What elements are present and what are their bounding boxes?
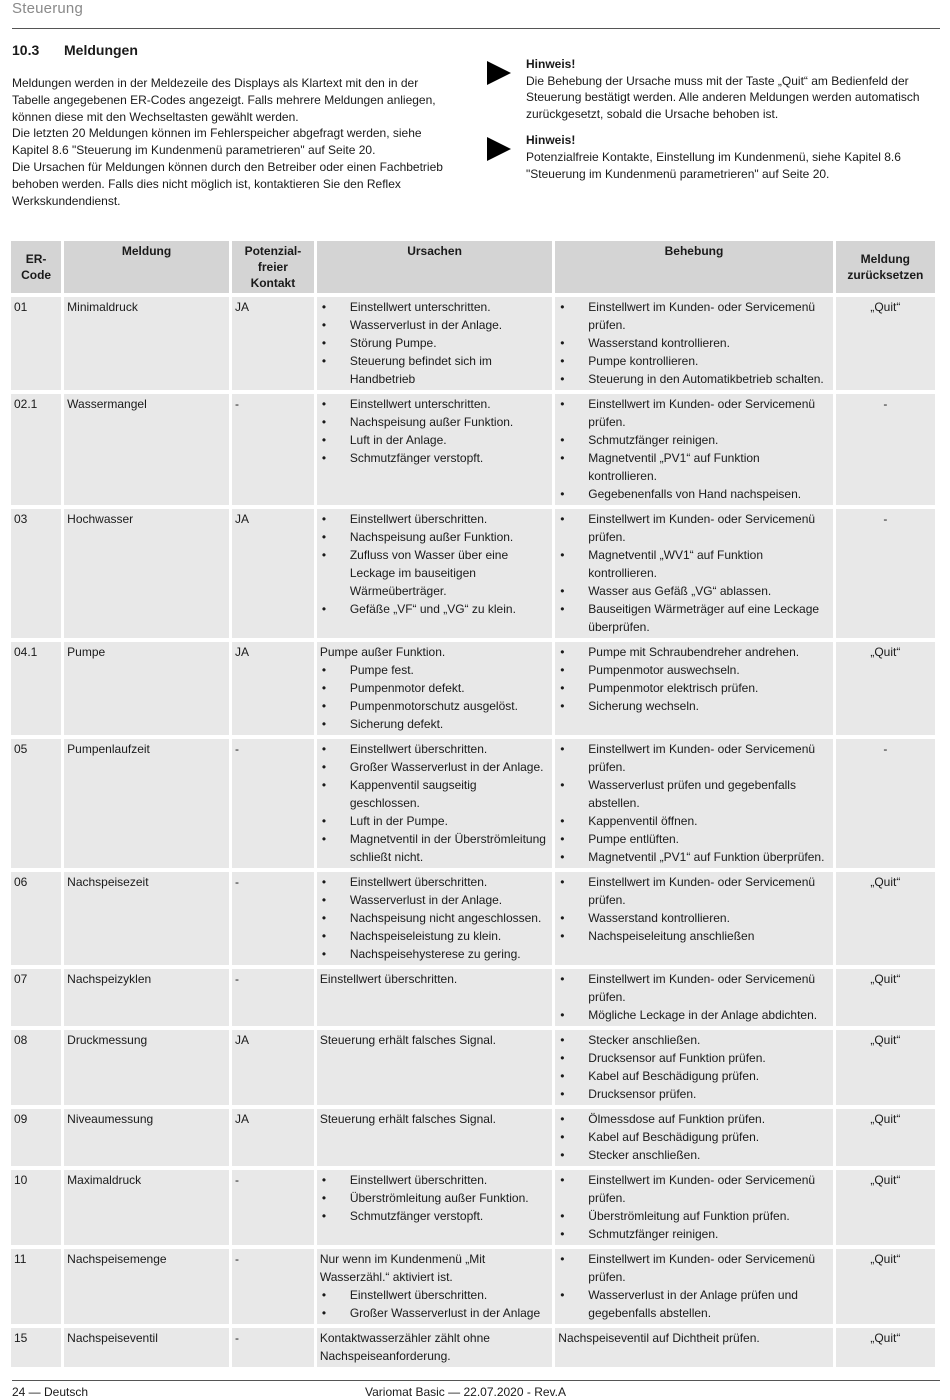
cell-reset [836,739,935,868]
cell-code [11,394,61,505]
message-name: Pumpe [67,645,106,659]
cause-item: • Sicherung defekt. [320,715,549,733]
error-code: 15 [14,1331,28,1345]
remedy-list [558,1171,829,1243]
cell-message [64,1030,229,1105]
cause-item: • Steuerung befindet sich im Handbetrieb [320,352,549,388]
cell-reset [836,872,935,965]
table-row [11,872,935,965]
remedy-item: • Schmutzfänger reinigen. [558,1225,829,1243]
reset-method: „Quit“ [870,1033,901,1047]
message-name: Druckmessung [67,1033,148,1047]
remedy-item: • Bauseitigen Wärmeträger auf eine Leckage überprüfen. [558,600,829,636]
remedy-item: • Wasserstand kontrollieren. [558,909,829,927]
potential-free-contact: - [234,397,239,411]
cause-item: • Schmutzfänger verstopft. [320,449,549,467]
remedy-item: • Pumpe mit Schraubendreher andrehen. [558,643,829,661]
column-header-remedy: Behebung [555,241,832,293]
cell-message [64,1328,229,1367]
remedy-item: • Einstellwert im Kunden- oder Servicemenü prüfen. [558,510,829,546]
cause-list [320,510,549,618]
reset-method: - [883,742,888,756]
cause-item: • Störung Pumpe. [320,334,549,352]
potential-free-contact: - [234,972,239,986]
message-name: Nachspeisezeit [67,875,149,889]
cell-message [64,872,229,965]
remedy-item: • Mögliche Leckage in der Anlage abdichten. [558,1006,829,1024]
potential-free-contact: - [234,742,239,756]
reset-method: „Quit“ [870,645,901,659]
reset-method: „Quit“ [870,972,901,986]
section-heading [12,42,138,59]
cell-causes [317,394,552,505]
table-row [11,1249,935,1324]
cause-item: • Großer Wasserverlust in der Anlage [320,1304,549,1322]
remedy-list [558,873,829,945]
cell-code [11,1249,61,1324]
running-header-title: Steuerung [12,0,84,17]
message-name: Minimaldruck [67,300,138,314]
table-row [11,509,935,638]
cell-code [11,872,61,965]
note-text: Potenzialfreie Kontakte, Einstellung im Kundenmenü, siehe Kapitel 8.6 "Steuerung im Kundenmenü parametrieren" auf Seite 20. [526,149,901,181]
table-row [11,1109,935,1166]
remedy-item: • Gegebenenfalls von Hand nachspeisen. [558,485,829,503]
cause-item: • Nachspeisung außer Funktion. [320,413,549,431]
note-contacts [486,132,931,182]
error-code: 01 [14,300,28,314]
cell-reset [836,1328,935,1367]
cause-item: • Luft in der Anlage. [320,431,549,449]
note-quit [486,56,931,122]
remedy-text: Nachspeiseventil auf Dichtheit prüfen. [558,1331,760,1345]
notes-column [486,56,931,192]
cell-reset [836,509,935,638]
cell-message [64,394,229,505]
remedy-item: • Sicherung wechseln. [558,697,829,715]
error-code: 10 [14,1173,28,1187]
reset-method: „Quit“ [870,875,901,889]
error-code: 09 [14,1112,28,1126]
cause-item: • Gefäße „VF“ und „VG“ zu klein. [320,600,549,618]
footer-divider [12,1380,940,1381]
cell-contact [232,1030,314,1105]
remedy-item: • Einstellwert im Kunden- oder Servicemenü prüfen. [558,298,829,334]
cause-item: • Nachspeiseleistung zu klein. [320,927,549,945]
potential-free-contact: JA [234,1033,249,1047]
cell-remedy [555,1109,832,1166]
cause-item: • Einstellwert überschritten. [320,1286,549,1304]
message-name: Wassermangel [67,397,147,411]
remedy-item: • Magnetventil „PV1“ auf Funktion kontrollieren. [558,449,829,485]
cell-causes [317,642,552,735]
cell-message [64,1249,229,1324]
cell-message [64,642,229,735]
remedy-item: • Stecker anschließen. [558,1146,829,1164]
remedy-item: • Pumpenmotor elektrisch prüfen. [558,679,829,697]
message-name: Pumpenlaufzeit [67,742,150,756]
cell-code [11,739,61,868]
potential-free-contact: JA [234,300,249,314]
table-row [11,1030,935,1105]
cause-text: Steuerung erhält falsches Signal. [319,1033,496,1047]
reset-method: „Quit“ [870,1112,901,1126]
potential-free-contact: - [234,875,239,889]
reset-method: - [883,512,888,526]
table-row [11,297,935,390]
cell-code [11,1030,61,1105]
cell-message [64,969,229,1026]
note-title: Hinweis! [526,133,576,148]
column-header-message: Meldung [64,241,229,293]
cause-item: • Zufluss von Wasser über eine Leckage im bauseitigen Wärmeüberträger. [320,546,549,600]
cause-item: • Wasserverlust in der Anlage. [320,316,549,334]
potential-free-contact: - [234,1331,239,1345]
remedy-item: • Drucksensor auf Funktion prüfen. [558,1049,829,1067]
table-row [11,969,935,1026]
table-body [11,297,935,1367]
cell-contact [232,297,314,390]
cell-reset [836,297,935,390]
remedy-item: • Kappenventil öffnen. [558,812,829,830]
cell-code [11,642,61,735]
column-header-contact: Potenzial- freier Kontakt [232,241,314,293]
potential-free-contact: - [234,1173,239,1187]
remedy-item: • Steuerung in den Automatikbetrieb schalten. [558,370,829,388]
reset-method: „Quit“ [870,300,901,314]
cell-remedy [555,297,832,390]
remedy-item: • Pumpe entlüften. [558,830,829,848]
cell-remedy [555,1328,832,1367]
reset-method: - [883,397,888,411]
error-code: 02.1 [14,397,38,411]
remedy-list [558,1031,829,1103]
cell-code [11,509,61,638]
cause-text: Nur wenn im Kundenmenü „Mit Wasserzähl.“ aktiviert ist. [319,1252,486,1284]
error-code: 11 [14,1252,27,1266]
cause-item: • Einstellwert überschritten. [320,1171,549,1189]
cause-item: • Einstellwert unterschritten. [320,395,549,413]
cell-contact [232,1249,314,1324]
potential-free-contact: JA [234,645,249,659]
column-header-causes: Ursachen [317,241,552,293]
remedy-list [558,970,829,1024]
table-row [11,394,935,505]
remedy-item: • Kabel auf Beschädigung prüfen. [558,1067,829,1085]
cause-item: • Pumpenmotor defekt. [320,679,549,697]
remedy-item: • Magnetventil „PV1“ auf Funktion überprüfen. [558,848,829,866]
table-row [11,739,935,868]
potential-free-contact: JA [234,512,249,526]
remedy-item: • Wasserverlust prüfen und gegebenfalls abstellen. [558,776,829,812]
cause-item: • Großer Wasserverlust in der Anlage. [320,758,549,776]
cell-reset [836,1030,935,1105]
note-text: Die Behebung der Ursache muss mit der Taste „Quit“ am Bedienfeld der Steuerung bestätigt werden. Alle anderen Meldungen werden automatisch zurückgesetzt, sobald die Ursache behoben ist. [526,73,920,121]
table-row [11,1170,935,1245]
remedy-item: • Wasser aus Gefäß „VG“ ablassen. [558,582,829,600]
cause-text: Steuerung erhält falsches Signal. [319,1112,496,1126]
cell-causes [317,872,552,965]
potential-free-contact: JA [234,1112,249,1126]
cell-message [64,1109,229,1166]
cause-item: • Einstellwert überschritten. [320,873,549,891]
cell-contact [232,739,314,868]
cell-remedy [555,739,832,868]
remedy-item: • Einstellwert im Kunden- oder Servicemenü prüfen. [558,740,829,776]
section-number: 10.3 [12,42,40,58]
cell-causes [317,1109,552,1166]
footer-page: 24 — Deutsch [12,1385,89,1399]
cell-contact [232,969,314,1026]
remedy-item: • Kabel auf Beschädigung prüfen. [558,1128,829,1146]
cell-contact [232,872,314,965]
error-code: 06 [14,875,28,889]
cell-causes [317,1249,552,1324]
cell-message [64,509,229,638]
remedy-item: • Schmutzfänger reinigen. [558,431,829,449]
cause-list [320,1171,549,1225]
remedy-list [558,298,829,388]
cell-causes [317,509,552,638]
intro-text [12,75,452,209]
cause-item: • Einstellwert überschritten. [320,510,549,528]
cause-item: • Nachspeisung nicht angeschlossen. [320,909,549,927]
remedy-item: • Wasserverlust in der Anlage prüfen und gegebenfalls abstellen. [558,1286,829,1322]
section-title: Meldungen [64,42,138,58]
cause-item: • Nachspeisehysterese zu gering. [320,945,549,963]
remedy-list [558,1250,829,1322]
remedy-item: • Überströmleitung auf Funktion prüfen. [558,1207,829,1225]
remedy-item: • Wasserstand kontrollieren. [558,334,829,352]
table-row [11,642,935,735]
potential-free-contact: - [234,1252,239,1266]
remedy-list [558,395,829,503]
cause-text: Pumpe außer Funktion. [319,645,446,659]
cell-code [11,969,61,1026]
message-name: Nachspeiseventil [67,1331,158,1345]
error-code: 05 [14,742,28,756]
cell-causes [317,297,552,390]
remedy-item: • Einstellwert im Kunden- oder Servicemenü prüfen. [558,970,829,1006]
cell-reset [836,1109,935,1166]
cell-causes [317,739,552,868]
cause-item: • Magnetventil in der Überströmleitung schließt nicht. [320,830,549,866]
cell-contact [232,642,314,735]
remedy-item: • Nachspeiseleitung anschließen [558,927,829,945]
intro-paragraph: Die Ursachen für Meldungen können durch den Betreiber oder einen Fachbetrieb behoben werden. Falls dies nicht möglich ist, kontaktieren Sie den Reflex Werkskundendienst. [12,159,443,208]
cause-list [320,873,549,963]
footer-document: Variomat Basic — 22.07.2020 - Rev.A [365,1385,566,1399]
cell-code [11,1170,61,1245]
cause-item: • Einstellwert unterschritten. [320,298,549,316]
remedy-list [558,643,829,715]
error-code: 04.1 [14,645,38,659]
remedy-list [558,740,829,866]
error-code: 08 [14,1033,28,1047]
cell-causes [317,969,552,1026]
column-header-code: ER- Code [11,241,61,293]
cell-code [11,1328,61,1367]
table-header-row [11,241,935,293]
column-header-reset: Meldung zurücksetzen [836,241,935,293]
cause-item: • Nachspeisung außer Funktion. [320,528,549,546]
remedy-item: • Pumpe kontrollieren. [558,352,829,370]
cell-reset [836,969,935,1026]
cause-list [320,395,549,467]
cell-reset [836,1249,935,1324]
cell-code [11,297,61,390]
remedy-list [558,510,829,636]
message-name: Maximaldruck [67,1173,142,1187]
cell-contact [232,1170,314,1245]
cause-item: • Pumpe fest. [320,661,549,679]
cell-causes [317,1328,552,1367]
remedy-item: • Ölmessdose auf Funktion prüfen. [558,1110,829,1128]
reset-method: „Quit“ [870,1252,901,1266]
cell-reset [836,642,935,735]
intro-paragraph: Meldungen werden in der Meldezeile des Displays als Klartext mit den in der Tabelle angegebenen ER-Codes angezeigt. Falls mehrere Meldungen anliegen, können diese mit den Wechseltasten gewählt werden. [12,76,436,124]
remedy-item: • Pumpenmotor auswechseln. [558,661,829,679]
error-code: 07 [14,972,28,986]
table-row [11,1328,935,1367]
messages-table [8,237,938,1371]
cell-remedy [555,394,832,505]
cause-text: Kontaktwasserzähler zählt ohne Nachspeiseanforderung. [319,1331,490,1363]
error-code: 03 [14,512,28,526]
cell-message [64,739,229,868]
remedy-item: • Drucksensor prüfen. [558,1085,829,1103]
remedy-item: • Stecker anschließen. [558,1031,829,1049]
cell-remedy [555,509,832,638]
cell-remedy [555,642,832,735]
remedy-item: • Einstellwert im Kunden- oder Servicemenü prüfen. [558,1250,829,1286]
cause-item: • Schmutzfänger verstopft. [320,1207,549,1225]
reset-method: „Quit“ [870,1173,901,1187]
remedy-list [558,1110,829,1164]
arrow-right-icon [486,56,526,122]
note-title: Hinweis! [526,57,576,71]
cause-item: • Wasserverlust in der Anlage. [320,891,549,909]
cause-text: Einstellwert überschritten. [319,972,458,986]
arrow-right-icon [486,132,526,182]
message-name: Nachspeizyklen [67,972,152,986]
cause-list [320,1286,549,1322]
message-name: Niveaumessung [67,1112,154,1126]
message-name: Hochwasser [67,512,134,526]
cause-list [320,740,549,866]
message-name: Nachspeisemenge [67,1252,167,1266]
cell-contact [232,1109,314,1166]
cell-contact [232,509,314,638]
cell-reset [836,1170,935,1245]
remedy-item: • Einstellwert im Kunden- oder Servicemenü prüfen. [558,1171,829,1207]
cause-list [320,661,549,733]
cell-remedy [555,1030,832,1105]
cause-list [320,298,549,388]
cell-message [64,1170,229,1245]
cause-item: • Pumpenmotorschutz ausgelöst. [320,697,549,715]
cell-message [64,297,229,390]
cause-item: • Einstellwert überschritten. [320,740,549,758]
intro-paragraph: Die letzten 20 Meldungen können im Fehlerspeicher abgefragt werden, siehe Kapitel 8.6 "Steuerung im Kundenmenü parametrieren" auf Seite 20. [12,126,422,158]
cell-remedy [555,969,832,1026]
cell-reset [836,394,935,505]
cause-item: • Luft in der Pumpe. [320,812,549,830]
cell-contact [232,394,314,505]
cell-code [11,1109,61,1166]
cell-remedy [555,1249,832,1324]
remedy-item: • Einstellwert im Kunden- oder Servicemenü prüfen. [558,395,829,431]
reset-method: „Quit“ [870,1331,901,1345]
cell-causes [317,1030,552,1105]
remedy-item: • Einstellwert im Kunden- oder Servicemenü prüfen. [558,873,829,909]
header-divider [12,28,940,29]
remedy-item: • Magnetventil „WV1“ auf Funktion kontrollieren. [558,546,829,582]
cause-item: • Überströmleitung außer Funktion. [320,1189,549,1207]
cell-contact [232,1328,314,1367]
cell-remedy [555,1170,832,1245]
cell-remedy [555,872,832,965]
cell-causes [317,1170,552,1245]
cause-item: • Kappenventil saugseitig geschlossen. [320,776,549,812]
